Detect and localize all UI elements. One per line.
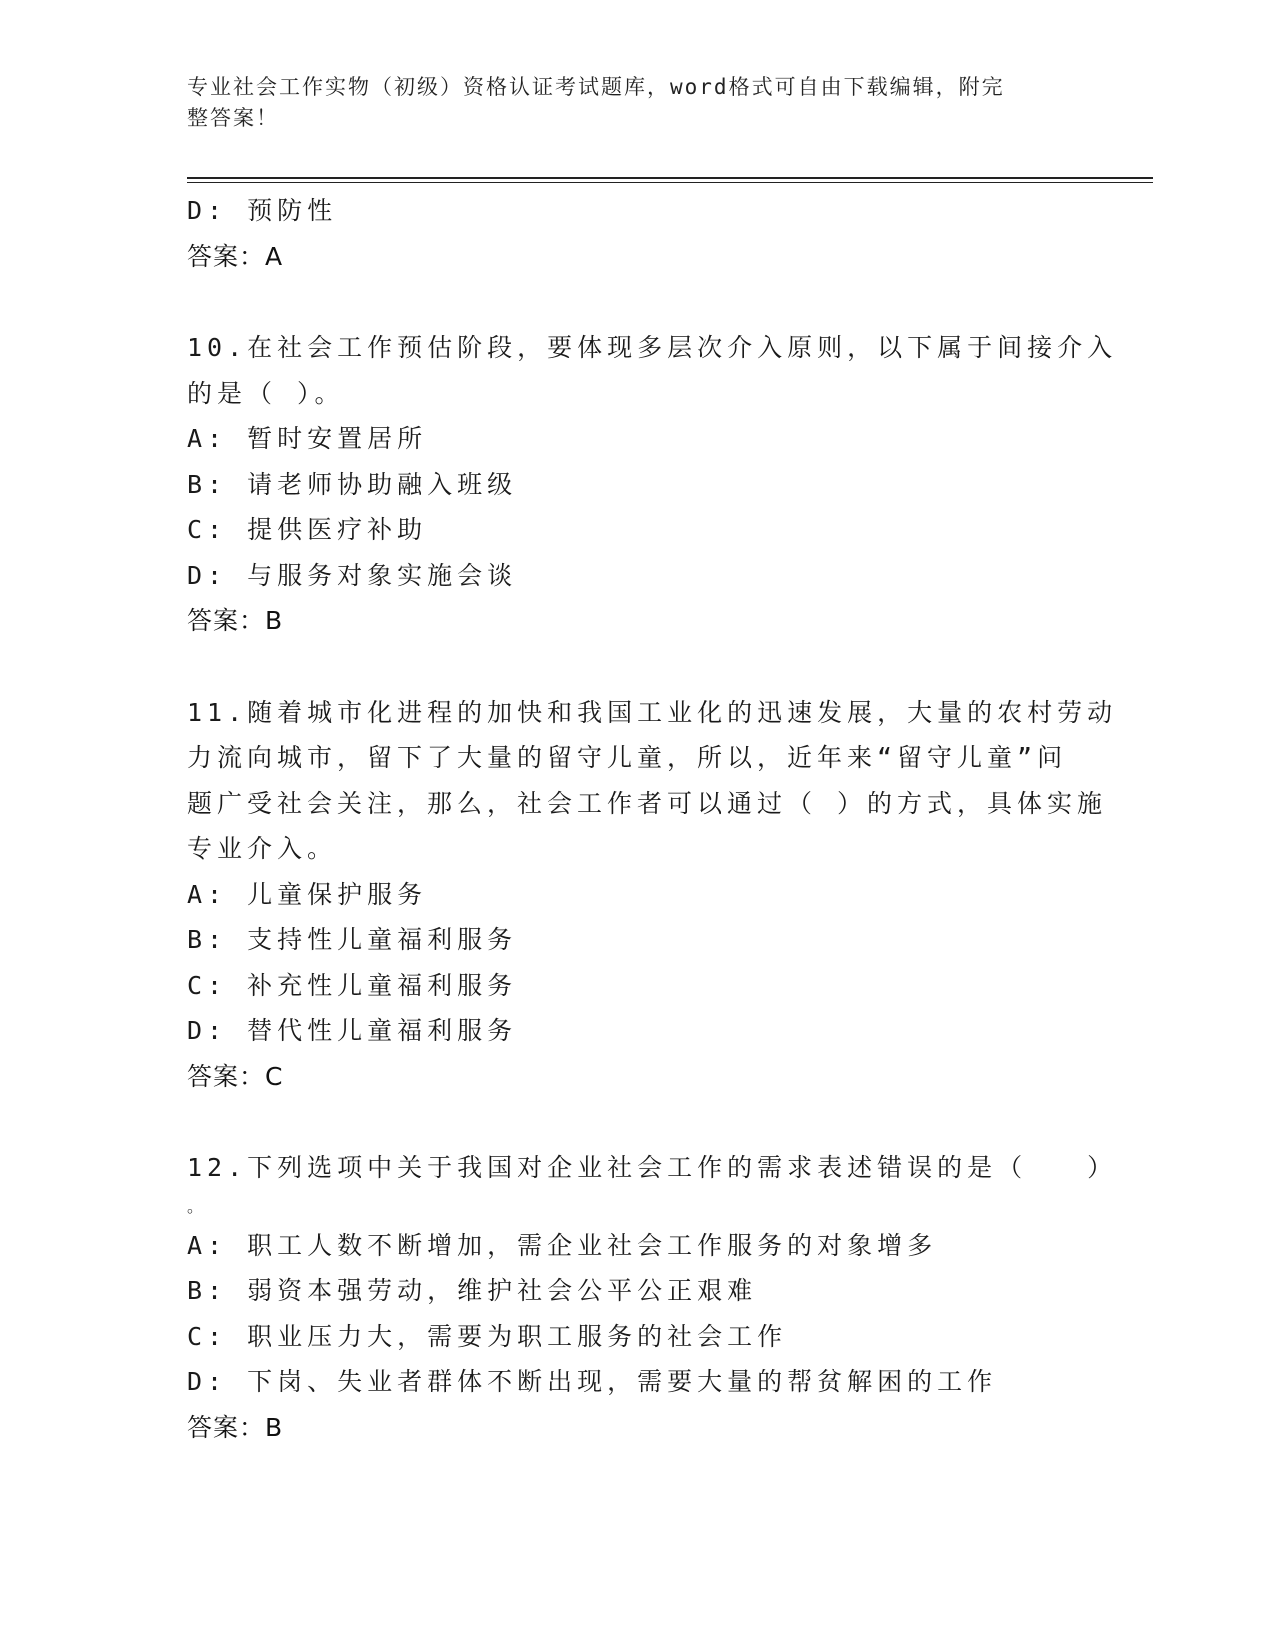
question-content [187, 188, 1118, 1450]
option-b: B: 弱资本强劳动，维护社会公平公正艰难 [187, 1276, 758, 1305]
answer-line: 答案：B [187, 1412, 284, 1442]
spacer [187, 279, 1087, 325]
option-c: C: 提供医疗补助 [187, 515, 428, 544]
answer-line: 答案：A [187, 241, 284, 271]
option-c: C: 职业压力大，需要为职工服务的社会工作 [187, 1321, 788, 1351]
option-a: A: 职工人数不断增加，需企业社会工作服务的对象增多 [187, 1230, 938, 1260]
option-c: C: 补充性儿童福利服务 [187, 970, 518, 1000]
header-line-1: 专业社会工作实物（初级）资格认证考试题库，word格式可自由下载编辑，附完 [187, 75, 1005, 99]
question-10 [187, 325, 1118, 644]
option-d: D: 预防性 [187, 196, 338, 225]
header-rule-thin [187, 182, 1153, 183]
option-d: D: 与服务对象实施会谈 [187, 560, 518, 590]
option-a: A: 暂时安置居所 [187, 424, 428, 453]
option-b: B: 支持性儿童福利服务 [187, 925, 518, 954]
question-stem: 的是（ ）。 [187, 378, 345, 408]
question-stem: 11.随着城市化进程的加快和我国工业化的迅速发展，大量的农村劳动 [187, 697, 1118, 727]
question-12 [187, 1145, 1118, 1450]
answer-line: 答案：B [187, 606, 284, 635]
carry-over-question [187, 188, 1087, 279]
header-line-2: 整答案！ [187, 106, 279, 130]
spacer [187, 1099, 1087, 1145]
spacer [187, 644, 1087, 690]
option-d: D: 替代性儿童福利服务 [187, 1016, 518, 1045]
question-11 [187, 690, 1118, 1100]
page-header [187, 72, 1067, 134]
question-stem: 力流向城市，留下了大量的留守儿童，所以，近年来“留守儿童”问 [187, 743, 1068, 772]
header-rule-thick [187, 177, 1153, 179]
option-a: A: 儿童保护服务 [187, 879, 428, 909]
question-stem: 12.下列选项中关于我国对企业社会工作的需求表述错误的是（ ） [187, 1153, 1118, 1182]
question-stem: 。 [187, 1196, 209, 1216]
option-b: B: 请老师协助融入班级 [187, 469, 518, 499]
question-stem: 10.在社会工作预估阶段，要体现多层次介入原则，以下属于间接介入 [187, 333, 1118, 362]
question-stem: 题广受社会关注，那么，社会工作者可以通过（ ）的方式，具体实施 [187, 788, 1108, 818]
option-d: D: 下岗、失业者群体不断出现，需要大量的帮贫解困的工作 [187, 1367, 998, 1396]
question-stem: 专业介入。 [187, 834, 338, 863]
answer-line: 答案：C [187, 1061, 284, 1091]
